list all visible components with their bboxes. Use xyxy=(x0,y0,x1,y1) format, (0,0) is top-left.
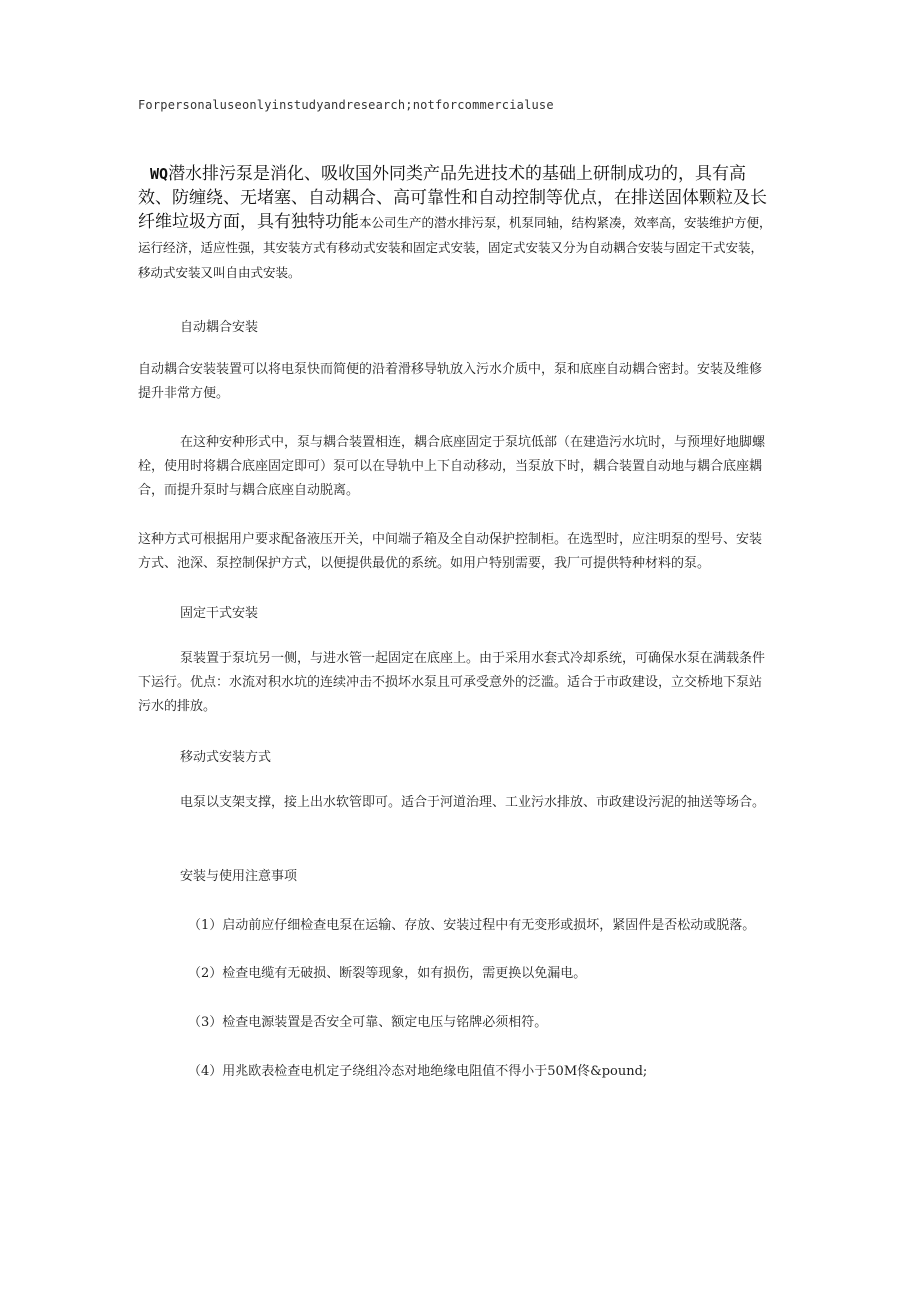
note-item-4: （4）用兆欧表检查电机定子绕组冷态对地绝缘电阻值不得小于50M佟&pound; xyxy=(188,1064,648,1079)
intro-rest-text: 本公司生产的潜水排污泵，机泵同轴，结构紧凑，效率高，安装维护方便，运行经济，适应性强，其安装方式有移动式安装和固定式安装，固定式安装又分为自动耦合安装与固定干式安装，移动式安装又叫自由式安装。 xyxy=(138,215,772,280)
intro-paragraph xyxy=(138,162,774,285)
note-item-2: （2）检查电缆有无破损、断裂等现象，如有损伤，需更换以免漏电。 xyxy=(188,966,587,981)
auto-coupling-paragraph-3: 这种方式可根据用户要求配备液压开关，中间端子箱及全自动保护控制柜。在选型时，应注明泵的型号、安装方式、池深、泵控制保护方式，以便提供最优的系统。如用户特别需要，我厂可提供特种材料的泵。 xyxy=(138,532,763,571)
note-item-3: （3）检查电源装置是否安全可靠、额定电压与铭牌必须相符。 xyxy=(188,1015,548,1030)
note-item-1: （1）启动前应仔细检查电泵在运输、存放、安装过程中有无变形或损坏，紧固件是否松动或脱落。 xyxy=(188,918,756,933)
intro-lead-text: 潜水排污泵是消化、吸收国外同类产品先进技术的基础上研制成功的，具有高效、防缠绕、无堵塞、自动耦合、高可靠性和自动控制等优点，在排送固体颗粒及长纤维垃圾方面，具有独特功能 xyxy=(138,164,767,232)
mobile-paragraph: 电泵以支架支撑，接上出水软管即可。适合于河道治理、工业污水排放、市政建设污泥的抽送等场合。 xyxy=(180,795,766,810)
heading-mobile: 移动式安装方式 xyxy=(180,750,272,765)
heading-auto-coupling: 自动耦合安装 xyxy=(180,320,259,335)
heading-notes: 安装与使用注意事项 xyxy=(180,869,298,884)
header-note: Forpersonaluseonlyinstudyandresearch;notforcommercialuse xyxy=(138,98,554,112)
heading-fixed-dry: 固定干式安装 xyxy=(180,606,259,621)
auto-coupling-paragraph-1: 自动耦合安装装置可以将电泵快而简便的沿着滑移导轨放入污水介质中，泵和底座自动耦合密封。安装及维修提升非常方便。 xyxy=(138,362,763,401)
intro-lead-bold: WQ xyxy=(150,165,169,183)
auto-coupling-paragraph-2: 在这种安种形式中，泵与耦合装置相连，耦合底座固定于泵坑低部（在建造污水坑时，与预埋好地脚螺栓，使用时将耦合底座固定即可）泵可以在导轨中上下自动移动，当泵放下时，耦合装置自动地与耦合底座耦合，而提升泵时与耦合底座自动脱离。 xyxy=(138,435,766,498)
fixed-dry-paragraph: 泵装置于泵坑另一侧，与进水管一起固定在底座上。由于采用水套式冷却系统，可确保水泵在满载条件下运行。优点：水流对积水坑的连续冲击不损坏水泵且可承受意外的泛滥。适合于市政建设，立交桥地下泵站污水的排放。 xyxy=(138,651,766,714)
